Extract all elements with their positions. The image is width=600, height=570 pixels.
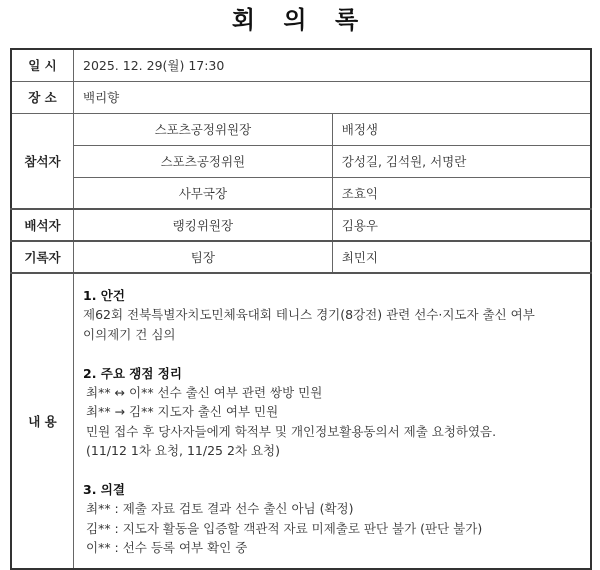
row-attendee-3 xyxy=(11,177,591,209)
datetime-value: 2025. 12. 29(월) 17:30 xyxy=(74,49,592,81)
attendee-names: 강성길, 김석원, 서명란 xyxy=(332,145,591,177)
section-heading: 1. 안건 xyxy=(83,288,125,303)
section-line: 김** : 지도자 활동을 입증할 객관적 자료 미제출로 판단 불가 (판단 불가) xyxy=(86,520,483,536)
spacer xyxy=(83,344,584,363)
recorder-names: 최민지 xyxy=(332,241,591,273)
section-line: 이** : 선수 등록 여부 확인 중 xyxy=(86,540,248,556)
recorder-label: 기록자 xyxy=(11,241,74,273)
attendee-role: 사무국장 xyxy=(74,177,333,209)
section-line: 최** : 제출 자료 검토 결과 선수 출신 아님 (확정) xyxy=(86,501,354,517)
row-observer xyxy=(11,209,591,241)
row-place xyxy=(11,81,591,113)
place-value: 백리향 xyxy=(74,81,592,113)
section-line: 최** ↔ 이** 선수 출신 여부 관련 쌍방 민원 xyxy=(86,385,323,401)
document-title: 회 의 록 xyxy=(231,6,369,34)
row-recorder xyxy=(11,241,591,273)
attendee-names: 배정생 xyxy=(332,113,591,145)
section-line: (11/12 1차 요청, 11/25 2차 요청) xyxy=(86,443,280,459)
row-attendee-1 xyxy=(11,113,591,145)
section-line: 민원 접수 후 당사자들에게 학적부 및 개인정보활용동의서 제출 요청하였음. xyxy=(86,423,497,439)
attendees-label: 참석자 xyxy=(11,113,74,209)
row-content xyxy=(11,273,591,569)
recorder-role: 팀장 xyxy=(74,241,333,273)
section-line: 최** → 김** 지도자 출신 여부 민원 xyxy=(86,404,279,420)
observer-role: 랭킹위원장 xyxy=(74,209,333,241)
meeting-minutes-table xyxy=(10,48,592,570)
place-label: 장 소 xyxy=(11,81,74,113)
row-attendee-2 xyxy=(11,145,591,177)
content-body xyxy=(74,273,592,569)
observer-names: 김용우 xyxy=(332,209,591,241)
attendee-role: 스포츠공정위원장 xyxy=(74,113,333,145)
attendee-role: 스포츠공정위원 xyxy=(74,145,333,177)
spacer xyxy=(83,461,584,480)
section-heading: 3. 의결 xyxy=(83,482,125,498)
row-datetime xyxy=(11,49,591,81)
section-line: 제62회 전북특별자치도민체육대회 테니스 경기(8강전) 관련 선수·지도자 출신 여부 xyxy=(83,307,535,323)
observer-label: 배석자 xyxy=(11,209,74,241)
section-line: 이의제기 건 심의 xyxy=(83,326,176,342)
section-heading: 2. 주요 쟁점 정리 xyxy=(83,365,182,381)
attendee-names: 조효익 xyxy=(332,177,591,209)
datetime-label: 일 시 xyxy=(11,49,74,81)
content-label: 내 용 xyxy=(11,273,74,569)
